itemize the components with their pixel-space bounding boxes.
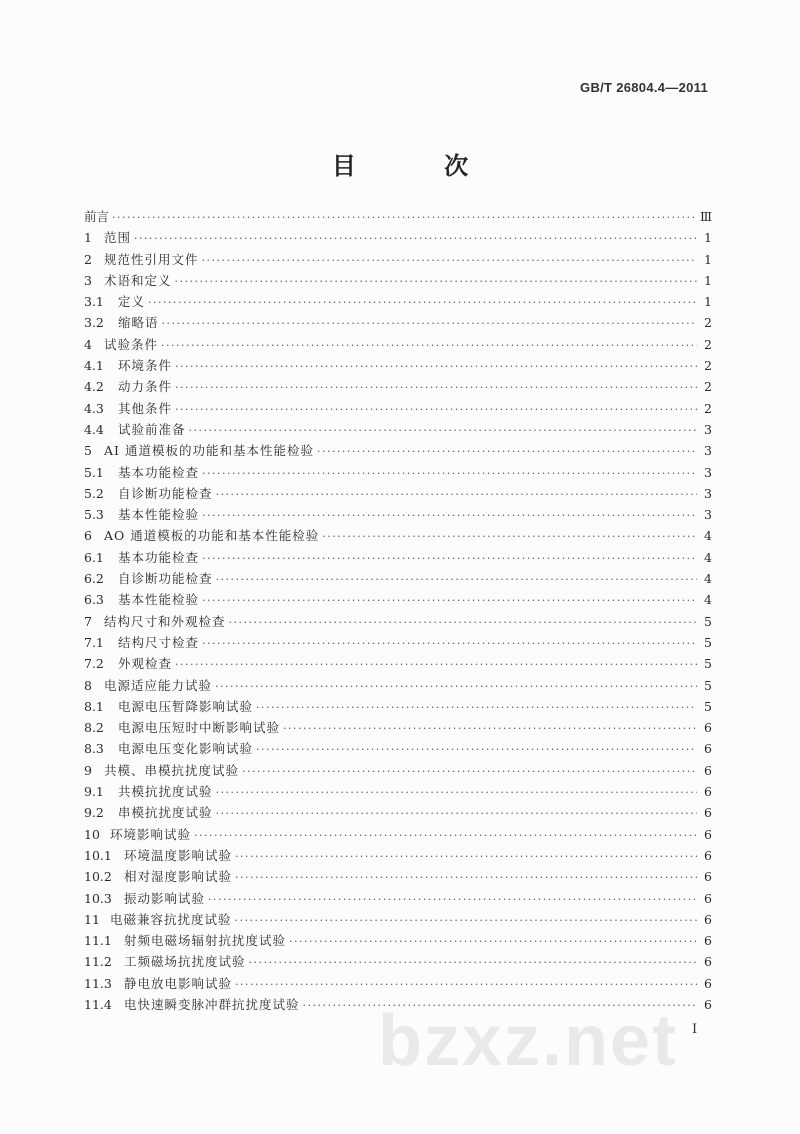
toc-entry[interactable] <box>84 270 712 291</box>
toc-entry-page: 6 <box>704 805 712 821</box>
toc-entry-title: 基本性能检验 <box>118 592 200 608</box>
toc-entry-title: 静电放电影响试验 <box>124 975 233 991</box>
toc-entry-page: 6 <box>704 911 712 927</box>
toc-entry-title: 共模抗扰度试验 <box>118 784 213 800</box>
toc-entry[interactable] <box>84 994 712 1015</box>
dot-leader <box>322 526 697 547</box>
dot-leader <box>208 889 697 910</box>
toc-entry[interactable] <box>84 738 712 759</box>
toc-entry-number: 8.3 <box>84 741 104 757</box>
toc-entry-title: AI 通道模板的功能和基本性能检验 <box>104 443 314 459</box>
toc-entry-title: 基本功能检查 <box>118 464 200 480</box>
dot-leader <box>256 697 697 718</box>
toc-entry-page: 4 <box>704 571 712 587</box>
toc-entry-number: 前言 <box>84 209 110 224</box>
toc-entry-number: 11.2 <box>84 954 112 970</box>
toc-entry-number: 3 <box>84 272 92 288</box>
toc-entry-page: 5 <box>704 613 712 629</box>
toc-entry-page: 2 <box>704 379 712 395</box>
dot-leader <box>175 271 697 292</box>
toc-entry[interactable] <box>84 291 712 312</box>
toc-entry-title: 结构尺寸检查 <box>118 634 200 650</box>
dot-leader <box>317 441 697 462</box>
toc-entry[interactable] <box>84 568 712 589</box>
toc-entry-page: 5 <box>704 677 712 693</box>
toc-entry-title: 动力条件 <box>118 379 173 395</box>
toc-entry-page: 3 <box>704 421 712 437</box>
toc-entry-page: 6 <box>704 741 712 757</box>
toc-entry-number: 8.2 <box>84 720 104 736</box>
toc-entry-number: 8 <box>84 677 92 693</box>
toc-entry-page: 1 <box>704 230 712 246</box>
toc-entry[interactable] <box>84 206 712 227</box>
toc-entry-title: 相对湿度影响试验 <box>124 869 233 885</box>
toc-entry-page: 4 <box>704 549 712 565</box>
dot-leader <box>175 377 697 398</box>
toc-entry-number: 9.1 <box>84 784 104 800</box>
toc-entry-number: 11.4 <box>84 996 112 1012</box>
toc-entry-page: 3 <box>704 485 712 501</box>
standard-code: GB/T 26804.4—2011 <box>580 80 708 95</box>
toc-entry-page: 6 <box>704 890 712 906</box>
dot-leader <box>303 995 697 1016</box>
dot-leader <box>175 399 697 420</box>
toc-entry-page: 1 <box>704 294 712 310</box>
toc-entry-number: 6.3 <box>84 592 104 608</box>
toc-entry-title: 外观检查 <box>118 656 173 672</box>
toc-entry-number: 5.2 <box>84 485 104 501</box>
toc-entry-title: 电源适应能力试验 <box>104 677 213 693</box>
toc-entry[interactable] <box>84 589 712 610</box>
dot-leader <box>242 761 697 782</box>
toc-entry-title: 术语和定义 <box>104 272 172 288</box>
toc-entry-title: 电源电压短时中断影响试验 <box>118 720 281 736</box>
toc-entry[interactable] <box>84 249 712 270</box>
toc-entry-title: 环境温度影响试验 <box>124 847 233 863</box>
toc-entry-page: 3 <box>704 464 712 480</box>
toc-entry[interactable] <box>84 824 712 845</box>
dot-leader <box>148 292 697 313</box>
toc-entry-page: 1 <box>704 272 712 288</box>
dot-leader <box>283 718 697 739</box>
page-number: I <box>692 1022 698 1037</box>
dot-leader <box>202 463 697 484</box>
toc-entry-title: 结构尺寸和外观检查 <box>104 613 226 629</box>
dot-leader <box>202 250 697 271</box>
toc-entry[interactable] <box>84 909 712 930</box>
toc-entry[interactable] <box>84 760 712 781</box>
dot-leader <box>202 633 697 654</box>
toc-entry-number: 11.3 <box>84 975 112 991</box>
toc-entry-title: 试验前准备 <box>118 421 186 437</box>
toc-entry-number: 9.2 <box>84 805 104 821</box>
toc-entry-title: 范围 <box>104 230 132 246</box>
dot-leader <box>202 505 697 526</box>
toc-entry-number: 7.2 <box>84 656 104 672</box>
toc-entry-page: 6 <box>704 996 712 1012</box>
toc-entry-page: 5 <box>704 698 712 714</box>
dot-leader <box>189 420 697 441</box>
toc-entry-page: 3 <box>704 507 712 523</box>
toc-entry-number: 6.2 <box>84 571 104 587</box>
toc-entry-title: 工频磁场抗扰度试验 <box>124 954 246 970</box>
toc-entry-title: 定义 <box>118 294 146 310</box>
dot-leader <box>162 313 697 334</box>
dot-leader <box>215 676 697 697</box>
toc-entry-number: 11 <box>84 911 100 927</box>
dot-leader <box>216 782 697 803</box>
toc-entry-page: 5 <box>704 656 712 672</box>
toc-entry-page: 6 <box>704 784 712 800</box>
toc-entry-number: 1 <box>84 230 92 246</box>
toc-entry-number: 10.2 <box>84 869 112 885</box>
toc-entry-page: 2 <box>704 315 712 331</box>
toc-entry-number: 10.3 <box>84 890 112 906</box>
toc-entry-number: 6.1 <box>84 549 104 565</box>
toc-entry[interactable] <box>84 312 712 333</box>
toc-entry-page: 4 <box>704 528 712 544</box>
table-of-contents <box>84 206 712 1015</box>
toc-entry[interactable] <box>84 440 712 461</box>
toc-entry-title: 自诊断功能检查 <box>118 485 213 501</box>
dot-leader <box>216 803 697 824</box>
toc-entry-number: 4.2 <box>84 379 104 395</box>
toc-entry-page: 6 <box>704 933 712 949</box>
toc-entry-number: 5.1 <box>84 464 104 480</box>
toc-entry[interactable] <box>84 525 712 546</box>
toc-entry[interactable] <box>84 696 712 717</box>
dot-leader <box>161 335 697 356</box>
toc-entry[interactable] <box>84 227 712 248</box>
toc-entry-number: 4 <box>84 336 92 352</box>
toc-entry-number: 7 <box>84 613 92 629</box>
toc-entry-number: 8.1 <box>84 698 104 714</box>
toc-entry[interactable] <box>84 802 712 823</box>
dot-leader <box>112 207 697 228</box>
toc-entry[interactable] <box>84 419 712 440</box>
toc-entry[interactable] <box>84 611 712 632</box>
toc-entry-page: 6 <box>704 869 712 885</box>
toc-entry-number: 3.1 <box>84 294 104 310</box>
toc-entry-number: 5 <box>84 443 92 459</box>
toc-entry[interactable] <box>84 376 712 397</box>
toc-entry-page: 6 <box>704 826 712 842</box>
toc-entry[interactable] <box>84 973 712 994</box>
dot-leader <box>235 867 697 888</box>
toc-entry[interactable] <box>84 504 712 525</box>
toc-entry-number: 10.1 <box>84 847 112 863</box>
toc-entry-page: 6 <box>704 975 712 991</box>
dot-leader <box>235 974 697 995</box>
toc-entry-page: 4 <box>704 592 712 608</box>
toc-entry-page: 2 <box>704 400 712 416</box>
toc-entry-page: 1 <box>704 251 712 267</box>
toc-entry-number: 2 <box>84 251 92 267</box>
dot-leader <box>256 739 697 760</box>
dot-leader <box>202 548 697 569</box>
toc-entry-title: 其他条件 <box>118 400 173 416</box>
toc-entry[interactable] <box>84 547 712 568</box>
toc-entry-title: 电源电压变化影响试验 <box>118 741 254 757</box>
toc-entry-title: 共模、串模抗扰度试验 <box>104 762 240 778</box>
toc-entry-page: 6 <box>704 954 712 970</box>
toc-entry[interactable] <box>84 398 712 419</box>
dot-leader <box>216 569 697 590</box>
toc-entry-title: 基本性能检验 <box>118 507 200 523</box>
dot-leader <box>134 228 697 249</box>
toc-entry-title: 振动影响试验 <box>124 890 206 906</box>
toc-entry[interactable] <box>84 675 712 696</box>
toc-entry[interactable] <box>84 951 712 972</box>
dot-leader <box>175 356 697 377</box>
toc-entry[interactable] <box>84 653 712 674</box>
toc-entry-title: 环境条件 <box>118 358 173 374</box>
dot-leader <box>175 654 697 675</box>
toc-entry-number: 4.1 <box>84 358 104 374</box>
toc-entry-page: 3 <box>704 443 712 459</box>
dot-leader <box>235 910 697 931</box>
toc-entry-number: 4.4 <box>84 421 104 437</box>
toc-entry-title: 串模抗扰度试验 <box>118 805 213 821</box>
toc-entry-number: 6 <box>84 528 92 544</box>
toc-entry[interactable] <box>84 462 712 483</box>
dot-leader <box>289 931 697 952</box>
page-title: 目 次 <box>331 151 509 180</box>
toc-entry-title: AO 通道模板的功能和基本性能检验 <box>104 528 320 544</box>
dot-leader <box>249 952 697 973</box>
dot-leader <box>202 590 697 611</box>
toc-entry[interactable] <box>84 334 712 355</box>
toc-entry[interactable] <box>84 717 712 738</box>
toc-entry-number: 4.3 <box>84 400 104 416</box>
dot-leader <box>216 484 697 505</box>
toc-entry-title: 规范性引用文件 <box>104 251 199 267</box>
toc-entry[interactable] <box>84 355 712 376</box>
toc-entry-number: 5.3 <box>84 507 104 523</box>
toc-entry-page: 2 <box>704 358 712 374</box>
toc-entry[interactable] <box>84 845 712 866</box>
toc-entry[interactable] <box>84 888 712 909</box>
toc-entry-page: 6 <box>704 720 712 736</box>
dot-leader <box>194 825 697 846</box>
toc-entry-title: 电源电压暂降影响试验 <box>118 698 254 714</box>
toc-entry[interactable] <box>84 866 712 887</box>
toc-entry-title: 缩略语 <box>118 315 159 331</box>
toc-entry-number: 7.1 <box>84 634 104 650</box>
toc-entry-page: 6 <box>704 762 712 778</box>
toc-entry-number: 3.2 <box>84 315 104 331</box>
toc-entry-title: 试验条件 <box>104 336 159 352</box>
toc-entry-page: 6 <box>704 847 712 863</box>
toc-entry-title: 基本功能检查 <box>118 549 200 565</box>
toc-entry-page: 5 <box>704 634 712 650</box>
toc-entry-title: 环境影响试验 <box>110 826 192 842</box>
toc-entry-title: 电快速瞬变脉冲群抗扰度试验 <box>124 996 300 1012</box>
toc-entry-page: 2 <box>704 336 712 352</box>
toc-entry-page: Ⅲ <box>699 209 712 224</box>
toc-entry-number: 9 <box>84 762 92 778</box>
watermark: bzxz.net <box>378 1001 679 1081</box>
dot-leader <box>235 846 697 867</box>
toc-entry[interactable] <box>84 930 712 951</box>
toc-entry[interactable] <box>84 632 712 653</box>
dot-leader <box>229 612 697 633</box>
toc-entry[interactable] <box>84 781 712 802</box>
toc-entry-title: 自诊断功能检查 <box>118 571 213 587</box>
toc-entry-title: 电磁兼容抗扰度试验 <box>110 911 232 927</box>
toc-entry-number: 11.1 <box>84 933 112 949</box>
toc-entry-title: 射频电磁场辐射抗扰度试验 <box>124 933 287 949</box>
toc-entry-number: 10 <box>84 826 100 842</box>
toc-entry[interactable] <box>84 483 712 504</box>
